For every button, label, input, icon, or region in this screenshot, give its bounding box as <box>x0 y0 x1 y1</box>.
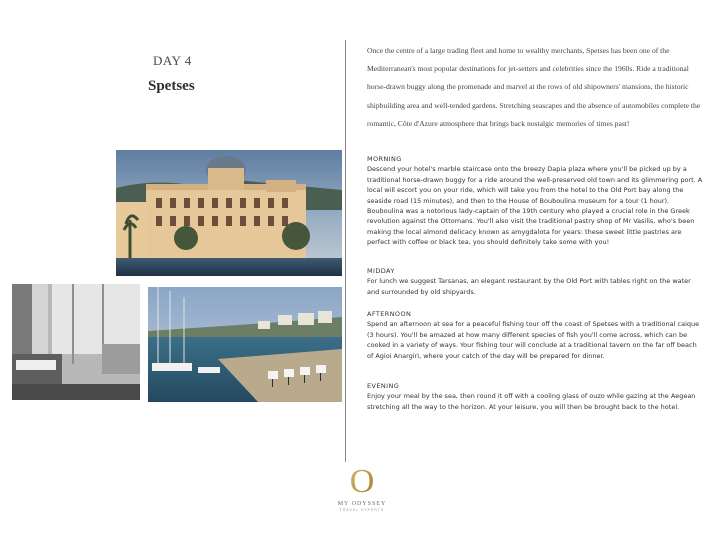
destination-title: Spetses <box>148 78 195 94</box>
logo-tagline: TRAVEL EXPERTS <box>339 508 385 512</box>
room-photo <box>12 284 140 400</box>
midday-section <box>367 266 705 297</box>
column-divider <box>345 40 346 462</box>
harbor-photo <box>148 287 342 402</box>
logo-name: MY ODYSSEY <box>337 501 387 507</box>
day-label: DAY 4 <box>153 53 192 68</box>
section-body: For lunch we suggest Tarsanas, an elegant restaurant by the Old Port with tables right on the water and surrounded by old shipyards. <box>367 277 691 296</box>
section-title: AFTERNOON <box>367 310 412 318</box>
logo-mark-letter: O <box>349 463 375 496</box>
section-body: Spend an afternoon at sea for a peaceful fishing tour off the coast of Spetses with a traditional caique (3 hours). You'll be amazed at how many different species of fish you'll come across, which can be cooked in a variety of ways. Your fishing tour will conclude at a traditional tavern on the far off beach of Agioi Anargiri, where your catch of the day will be prepared for dinner. <box>367 320 700 360</box>
destination-intro: Once the centre of a large trading fleet and home to wealthy merchants, Spetses has been one of the Mediterranean's most popular destinations for jet-setters and celebrities since the 1960s. Ride a traditional horse-drawn buggy along the promenade and marvel at the rows of old shipowners' mansions, the historic shipbuilding area and well-tended gardens. Stretching seascapes and the absence of automobiles complete the romantic, Côte d'Azure atmosphere that brings back nostalgic memories of times past! <box>367 46 701 128</box>
logo-mark-icon <box>347 462 377 496</box>
section-title: MIDDAY <box>367 267 395 275</box>
afternoon-section <box>367 309 705 361</box>
section-title: MORNING <box>367 155 402 163</box>
my-odyssey-logo <box>322 462 402 512</box>
section-body: Enjoy your meal by the sea, then round it off with a cooling glass of ouzo while gazing at the Aegean stretching all the way to the horizon. At your leisure, you will then be brought back to the hotel. <box>367 392 696 411</box>
section-title: EVENING <box>367 382 400 390</box>
morning-section <box>367 154 705 248</box>
hotel-photo <box>116 150 342 276</box>
section-body: Descend your hotel's marble staircase onto the breezy Dapia plaza where you'll be picked up by a traditional horse-drawn buggy for a ride around the well-preserved old town and its glimmering port. A local will escort you on your ride, which will take you from the hotel to the Old Port bay along the seaside road (15 minutes), and then to the House of Bouboulina museum for a tour (1 hour). Bouboulina was a notorious lady-captain of the 19th century who played a crucial role in the Greek revolution against the Ottomans. You'll also visit the traditional pastry shop of Mr Vasilis, who's been making the local almond delicacy known as amygdalota for years: these sweet little pastries are perfect with coffee or black tea, you should definitely take some with you! <box>367 165 703 247</box>
evening-section <box>367 381 705 412</box>
